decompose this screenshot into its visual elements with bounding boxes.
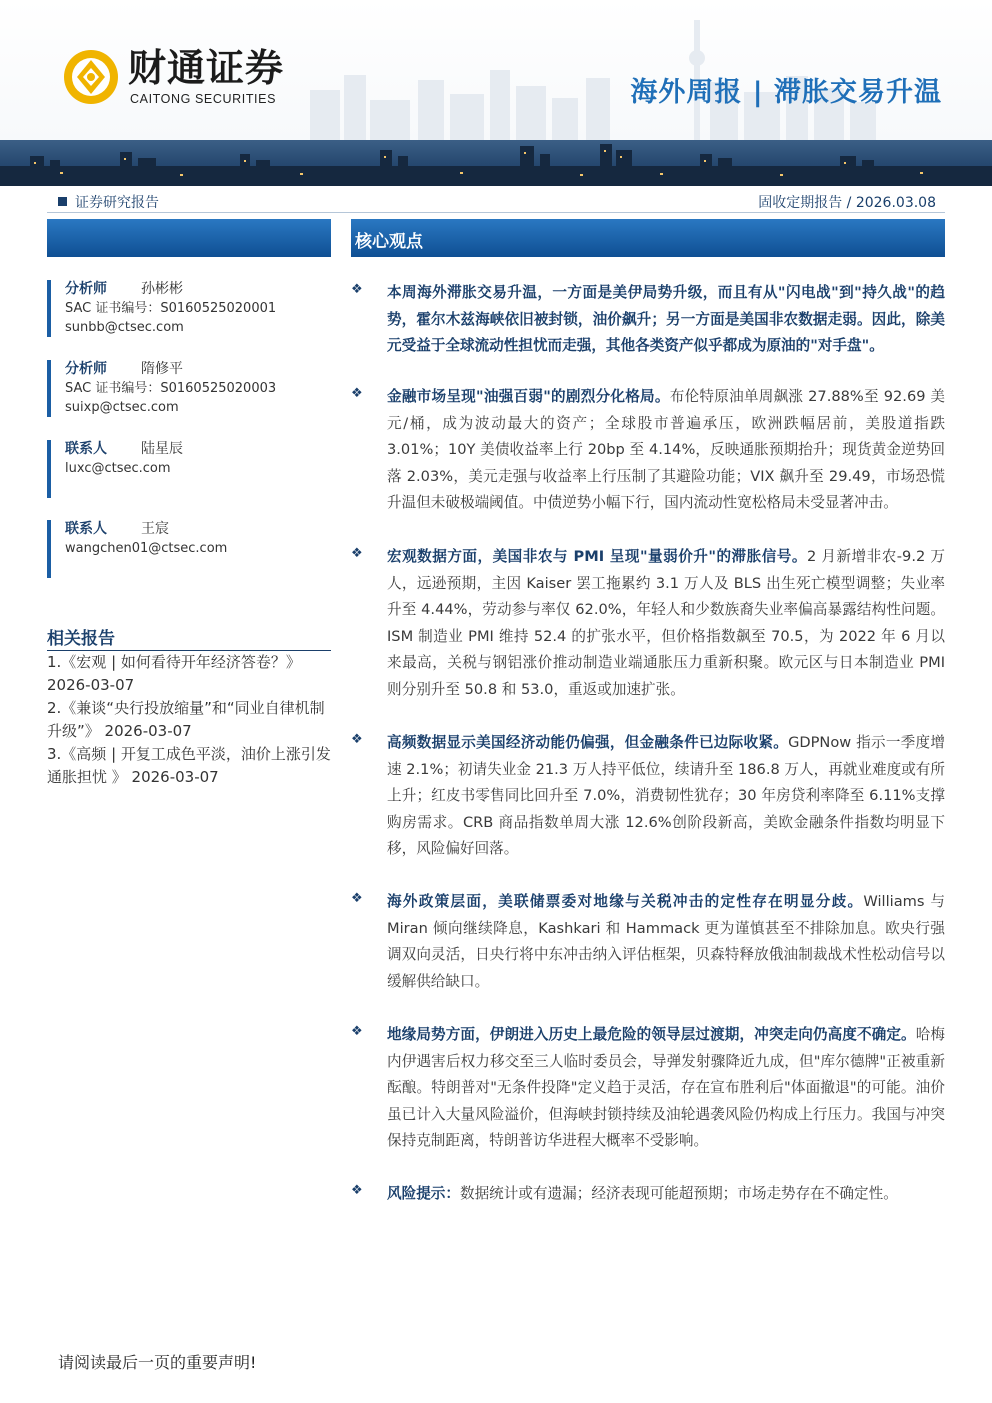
core-paragraph [351, 544, 945, 703]
diamond-bullet-icon: ❖ [351, 282, 363, 297]
related-reports-title: 相关报告 [47, 629, 115, 649]
analyst-email[interactable]: sunbb@ctsec.com [65, 320, 184, 335]
diamond-bullet-icon: ❖ [351, 1183, 363, 1198]
contact-role: 联系人 [65, 521, 107, 537]
diamond-bullet-icon: ❖ [351, 891, 363, 906]
coin-logo-icon [62, 48, 120, 106]
paragraph-lead: 地缘局势方面，伊朗进入历史上最危险的领导层过渡期，冲突走向仍高度不确定。 [387, 1026, 916, 1043]
contact-email[interactable]: luxc@ctsec.com [65, 461, 171, 476]
core-views-title: 核心观点 [355, 232, 423, 252]
related-report-link[interactable]: 3.《高频 | 开复工成色平淡，油价上涨引发通胀担忧 》 2026-03-07 [47, 745, 331, 786]
report-title: 海外周报 | 滞胀交易升温 [630, 77, 942, 108]
core-paragraph [351, 1022, 945, 1155]
company-logo [62, 44, 302, 114]
analyst-name: 隋修平 [141, 361, 183, 377]
core-paragraph [351, 889, 945, 995]
square-bullet-icon [58, 197, 67, 206]
risk-paragraph [351, 1181, 945, 1208]
analyst-role: 分析师 [65, 361, 107, 377]
contact-card [47, 520, 331, 578]
paragraph-lead: 海外政策层面，美联储票委对地缘与关税冲击的定性存在明显分歧。 [387, 893, 864, 910]
paragraph-lead: 本周海外滞胀交易升温，一方面是美伊局势升级，而且有从"闪电战"到"持久战"的趋势，霍尔木兹海峡依旧被封锁，油价飙升；另一方面是美国非农数据走弱。因此，除美元受益于全球流动性担忧而走强，其他各类资产似乎都成为原油的"对手盘"。 [387, 284, 945, 354]
analyst-sac-number: SAC 证书编号：S0160525020003 [65, 381, 277, 396]
divider [47, 212, 945, 213]
contact-email[interactable]: wangchen01@ctsec.com [65, 541, 228, 556]
diamond-bullet-icon: ❖ [351, 732, 363, 747]
analyst-sac-number: SAC 证书编号：S0160525020001 [65, 301, 277, 316]
paragraph-body: Williams 与 Miran 倾向继续降息，Kashkari 和 Hammack 更为谨慎甚至不排除加息。欧央行强调双向灵活，日央行将中东冲击纳入评估框架，贝森特释放俄油制裁战术性松动信号以缓解供给缺口。 [387, 893, 945, 990]
brand-name-en: CAITONG SECURITIES [130, 92, 277, 106]
core-paragraph [351, 730, 945, 863]
core-paragraph [351, 280, 945, 360]
analyst-name: 孙彬彬 [141, 281, 183, 297]
page-header [0, 0, 992, 188]
analyst-card [47, 280, 331, 337]
paragraph-lead: 宏观数据方面，美国非农与 PMI 呈现"量弱价升"的滞胀信号。 [387, 548, 807, 565]
paragraph-lead: 金融市场呈现"油强百弱"的剧烈分化格局。 [387, 388, 670, 405]
city-lights-illustration [0, 140, 992, 186]
disclaimer-note: 请阅读最后一页的重要声明! [58, 1353, 257, 1372]
diamond-bullet-icon: ❖ [351, 386, 363, 401]
diamond-bullet-icon: ❖ [351, 546, 363, 561]
report-category-date: 固收定期报告 / 2026.03.08 [758, 195, 936, 211]
related-report-link[interactable]: 1.《宏观 | 如何看待开年经济答卷？》 2026-03-07 [47, 653, 301, 694]
risk-label: 风险提示： [387, 1185, 460, 1202]
left-column-banner [47, 219, 331, 257]
paragraph-body: 哈梅内伊遇害后权力移交至三人临时委员会，导弹发射骤降近九成，但"库尔德牌"正被重新酝酿。特朗普对"无条件投降"定义趋于灵活，存在宣布胜利后"体面撤退"的可能。油价虽已计入大量风险溢价，但海峡封锁持续及油轮遇袭风险仍构成上行压力。我国与冲突保持克制距离，特朗普访华进程大概率不受影响。 [387, 1026, 945, 1149]
analyst-card [47, 360, 331, 417]
contact-card [47, 440, 331, 498]
contact-name: 王宸 [141, 521, 169, 537]
paragraph-lead: 高频数据显示美国经济动能仍偏强，但金融条件已边际收紧。 [387, 734, 789, 751]
related-reports-list [47, 651, 337, 789]
contact-role: 联系人 [65, 441, 107, 457]
core-views-banner [351, 219, 945, 257]
brand-name-cn: 财通证券 [128, 45, 285, 90]
related-report-link[interactable]: 2.《兼谈“央行投放缩量”和“同业自律机制升级”》 2026-03-07 [47, 699, 325, 740]
analyst-email[interactable]: suixp@ctsec.com [65, 400, 179, 415]
contact-name: 陆星辰 [141, 441, 183, 457]
paragraph-body: GDPNow 指示一季度增速 2.1%；初请失业金 21.3 万人持平低位，续请升至 186.8 万人，再就业难度或有所上升；红皮书零售同比回升至 7.0%，消费韧性犹存；30 年房贷利率降至 6.11%支撑购房需求。CRB 商品指数单周大涨 12.6%创阶段新高，美欧金融条件指数均明显下移，风险偏好回落。 [387, 734, 945, 857]
paragraph-body: 2 月新增非农-9.2 万人，远逊预期，主因 Kaiser 罢工拖累约 3.1 万人及 BLS 出生死亡模型调整；失业率升至 4.44%，劳动参与率仅 62.0%，年轻人和少数族裔失业率偏高暴露结构性问题。ISM 制造业 PMI 维持 52.4 的扩张水平，但价格指数飙至 70.5，为 2022 年 6 月以来最高，关税与钢铝涨价推动制造业端通胀压力重新积聚。欧元区与日本制造业 PMI 则分别升至 50.8 和 53.0，重返或加速扩张。 [387, 548, 945, 698]
report-type [58, 192, 159, 212]
core-paragraph [351, 384, 945, 517]
diamond-bullet-icon: ❖ [351, 1024, 363, 1039]
analyst-role: 分析师 [65, 281, 107, 297]
report-type-label: 证券研究报告 [75, 195, 159, 211]
risk-body: 数据统计或有遗漏；经济表现可能超预期；市场走势存在不确定性。 [459, 1185, 898, 1202]
paragraph-body: 布伦特原油单周飙涨 27.88%至 92.69 美元/桶，成为波动最大的资产；全球股市普遍承压，欧洲跌幅居前，美股道指跌 3.01%；10Y 美债收益率上行 20bp 至 4.14%，反映通胀预期抬升；现货黄金逆势回落 2.03%，美元走强与收益率上行压制了其避险功能；VIX 飙升至 29.49，市场恐慌升温但未破极端阈值。中债逆势小幅下行，国内流动性宽松格局未受显著冲击。 [387, 388, 945, 511]
